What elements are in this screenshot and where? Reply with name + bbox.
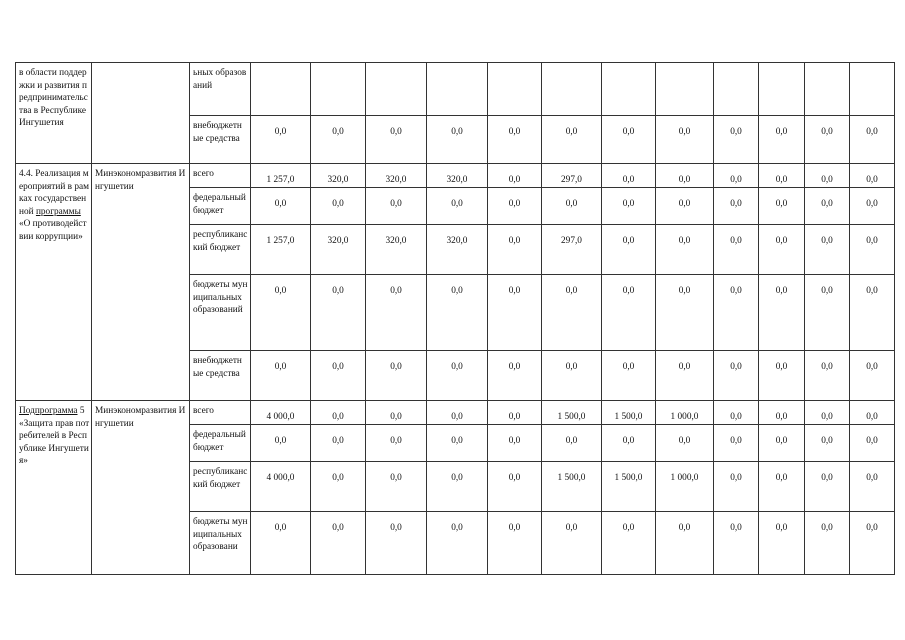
amount-cell: 0,0 xyxy=(850,188,895,225)
amount-cell: 0,0 xyxy=(366,275,427,351)
amount-cell: 0,0 xyxy=(366,401,427,425)
amount-cell: 0,0 xyxy=(602,351,656,401)
amount-cell: 0,0 xyxy=(759,116,805,164)
amount-cell xyxy=(488,63,542,116)
funding-source-cell: бюджеты муниципальных образований xyxy=(190,275,251,351)
amount-cell: 0,0 xyxy=(805,164,850,188)
amount-cell: 320,0 xyxy=(427,225,488,275)
amount-cell: 0,0 xyxy=(656,225,714,275)
amount-cell: 0,0 xyxy=(366,188,427,225)
budget-table xyxy=(15,62,895,575)
amount-cell: 0,0 xyxy=(759,425,805,462)
amount-cell: 0,0 xyxy=(311,425,366,462)
amount-cell: 4 000,0 xyxy=(251,401,311,425)
amount-cell: 0,0 xyxy=(759,401,805,425)
amount-cell: 0,0 xyxy=(714,462,759,512)
amount-cell: 1 500,0 xyxy=(602,462,656,512)
amount-cell: 0,0 xyxy=(542,188,602,225)
amount-cell: 0,0 xyxy=(850,401,895,425)
amount-cell: 0,0 xyxy=(602,164,656,188)
amount-cell: 320,0 xyxy=(311,164,366,188)
amount-cell: 0,0 xyxy=(805,425,850,462)
amount-cell xyxy=(366,63,427,116)
amount-cell: 0,0 xyxy=(759,351,805,401)
amount-cell: 0,0 xyxy=(366,425,427,462)
program-name-text: 5 «Защита прав потребителей в Республике Ингушетия» xyxy=(19,406,90,467)
amount-cell: 1 500,0 xyxy=(542,462,602,512)
funding-source-cell: ьных образований xyxy=(190,63,251,116)
amount-cell: 1 257,0 xyxy=(251,164,311,188)
amount-cell xyxy=(251,63,311,116)
amount-cell: 0,0 xyxy=(427,188,488,225)
funding-source-cell: федеральный бюджет xyxy=(190,188,251,225)
amount-cell: 0,0 xyxy=(488,401,542,425)
amount-cell: 0,0 xyxy=(542,425,602,462)
amount-cell xyxy=(850,63,895,116)
amount-cell: 1 000,0 xyxy=(656,401,714,425)
amount-cell: 0,0 xyxy=(427,351,488,401)
amount-cell: 0,0 xyxy=(488,462,542,512)
amount-cell: 0,0 xyxy=(714,425,759,462)
amount-cell: 0,0 xyxy=(366,512,427,575)
amount-cell: 0,0 xyxy=(251,351,311,401)
executor-cell: Минэкономразвития Ингушетии xyxy=(92,401,190,575)
amount-cell: 0,0 xyxy=(311,275,366,351)
amount-cell: 0,0 xyxy=(656,164,714,188)
funding-source-cell: внебюджетные средства xyxy=(190,351,251,401)
amount-cell: 0,0 xyxy=(602,225,656,275)
executor-cell xyxy=(92,63,190,164)
amount-cell: 0,0 xyxy=(850,275,895,351)
amount-cell: 0,0 xyxy=(714,275,759,351)
amount-cell: 1 000,0 xyxy=(656,462,714,512)
amount-cell: 0,0 xyxy=(488,425,542,462)
amount-cell: 0,0 xyxy=(488,512,542,575)
amount-cell: 0,0 xyxy=(656,188,714,225)
amount-cell: 0,0 xyxy=(311,116,366,164)
amount-cell: 0,0 xyxy=(602,425,656,462)
amount-cell: 297,0 xyxy=(542,225,602,275)
amount-cell: 0,0 xyxy=(488,351,542,401)
table-row xyxy=(16,401,895,425)
funding-source-cell: федеральный бюджет xyxy=(190,425,251,462)
amount-cell: 0,0 xyxy=(366,116,427,164)
amount-cell: 0,0 xyxy=(366,462,427,512)
amount-cell: 4 000,0 xyxy=(251,462,311,512)
amount-cell: 0,0 xyxy=(656,425,714,462)
amount-cell: 0,0 xyxy=(850,351,895,401)
amount-cell xyxy=(427,63,488,116)
program-name-cell xyxy=(16,164,92,401)
amount-cell: 0,0 xyxy=(714,401,759,425)
amount-cell: 0,0 xyxy=(759,164,805,188)
amount-cell: 0,0 xyxy=(714,164,759,188)
funding-source-cell: всего xyxy=(190,401,251,425)
amount-cell: 0,0 xyxy=(251,275,311,351)
amount-cell: 320,0 xyxy=(427,164,488,188)
amount-cell: 0,0 xyxy=(714,225,759,275)
amount-cell: 1 500,0 xyxy=(542,401,602,425)
program-name-text: «О противодействии коррупции» xyxy=(19,219,87,242)
amount-cell: 0,0 xyxy=(488,164,542,188)
program-link[interactable]: Подпрограмма xyxy=(19,406,78,416)
executor-cell: Минэкономразвития Ингушетии xyxy=(92,164,190,401)
amount-cell: 0,0 xyxy=(850,425,895,462)
amount-cell: 1 500,0 xyxy=(602,401,656,425)
amount-cell: 0,0 xyxy=(542,116,602,164)
funding-source-cell: бюджеты муниципальных образовани xyxy=(190,512,251,575)
amount-cell: 0,0 xyxy=(714,188,759,225)
amount-cell: 0,0 xyxy=(542,512,602,575)
amount-cell: 0,0 xyxy=(488,188,542,225)
amount-cell: 0,0 xyxy=(714,116,759,164)
amount-cell: 0,0 xyxy=(656,116,714,164)
amount-cell: 0,0 xyxy=(805,401,850,425)
amount-cell: 0,0 xyxy=(805,351,850,401)
amount-cell: 0,0 xyxy=(850,225,895,275)
program-link[interactable]: программы xyxy=(35,206,81,217)
amount-cell: 0,0 xyxy=(805,462,850,512)
amount-cell: 0,0 xyxy=(805,512,850,575)
amount-cell xyxy=(714,63,759,116)
amount-cell: 0,0 xyxy=(759,188,805,225)
amount-cell: 0,0 xyxy=(427,462,488,512)
amount-cell: 0,0 xyxy=(251,188,311,225)
amount-cell: 320,0 xyxy=(366,225,427,275)
amount-cell: 0,0 xyxy=(656,275,714,351)
program-name-cell xyxy=(16,63,92,164)
amount-cell: 0,0 xyxy=(714,351,759,401)
amount-cell: 0,0 xyxy=(366,351,427,401)
amount-cell xyxy=(602,63,656,116)
amount-cell: 0,0 xyxy=(251,425,311,462)
amount-cell: 0,0 xyxy=(251,116,311,164)
amount-cell: 0,0 xyxy=(427,401,488,425)
amount-cell: 0,0 xyxy=(805,275,850,351)
amount-cell: 0,0 xyxy=(714,512,759,575)
amount-cell: 0,0 xyxy=(759,512,805,575)
amount-cell: 0,0 xyxy=(488,116,542,164)
amount-cell: 320,0 xyxy=(311,225,366,275)
amount-cell: 0,0 xyxy=(427,116,488,164)
amount-cell xyxy=(805,63,850,116)
funding-source-cell: всего xyxy=(190,164,251,188)
program-name-text: 4.4. Реализация мероприятий в рамках государственной xyxy=(19,169,90,217)
amount-cell: 0,0 xyxy=(311,401,366,425)
amount-cell: 297,0 xyxy=(542,164,602,188)
program-name-text: в области поддержки и развития предпринимательства в Республике Ингушетия xyxy=(19,68,88,129)
amount-cell: 0,0 xyxy=(850,116,895,164)
amount-cell: 0,0 xyxy=(602,512,656,575)
amount-cell: 0,0 xyxy=(759,275,805,351)
amount-cell xyxy=(542,63,602,116)
amount-cell: 0,0 xyxy=(311,512,366,575)
funding-source-cell: внебюджетные средства xyxy=(190,116,251,164)
amount-cell: 0,0 xyxy=(311,351,366,401)
amount-cell: 0,0 xyxy=(759,225,805,275)
program-name-cell xyxy=(16,401,92,575)
amount-cell: 0,0 xyxy=(602,116,656,164)
amount-cell: 0,0 xyxy=(759,462,805,512)
amount-cell: 0,0 xyxy=(427,275,488,351)
amount-cell: 0,0 xyxy=(602,275,656,351)
amount-cell xyxy=(311,63,366,116)
amount-cell: 0,0 xyxy=(805,188,850,225)
amount-cell xyxy=(656,63,714,116)
amount-cell: 0,0 xyxy=(850,164,895,188)
amount-cell: 0,0 xyxy=(602,188,656,225)
funding-source-cell: республиканский бюджет xyxy=(190,225,251,275)
amount-cell: 0,0 xyxy=(251,512,311,575)
amount-cell: 0,0 xyxy=(805,225,850,275)
amount-cell: 0,0 xyxy=(542,275,602,351)
amount-cell: 0,0 xyxy=(542,351,602,401)
amount-cell: 0,0 xyxy=(488,275,542,351)
amount-cell: 320,0 xyxy=(366,164,427,188)
amount-cell: 0,0 xyxy=(311,188,366,225)
amount-cell: 0,0 xyxy=(805,116,850,164)
amount-cell: 0,0 xyxy=(850,512,895,575)
amount-cell xyxy=(759,63,805,116)
funding-source-cell: республиканский бюджет xyxy=(190,462,251,512)
amount-cell: 0,0 xyxy=(656,351,714,401)
table-row xyxy=(16,164,895,188)
amount-cell: 1 257,0 xyxy=(251,225,311,275)
amount-cell: 0,0 xyxy=(427,425,488,462)
amount-cell: 0,0 xyxy=(656,512,714,575)
amount-cell: 0,0 xyxy=(488,225,542,275)
amount-cell: 0,0 xyxy=(427,512,488,575)
table-row xyxy=(16,63,895,116)
table-body xyxy=(16,63,895,575)
amount-cell: 0,0 xyxy=(311,462,366,512)
amount-cell: 0,0 xyxy=(850,462,895,512)
